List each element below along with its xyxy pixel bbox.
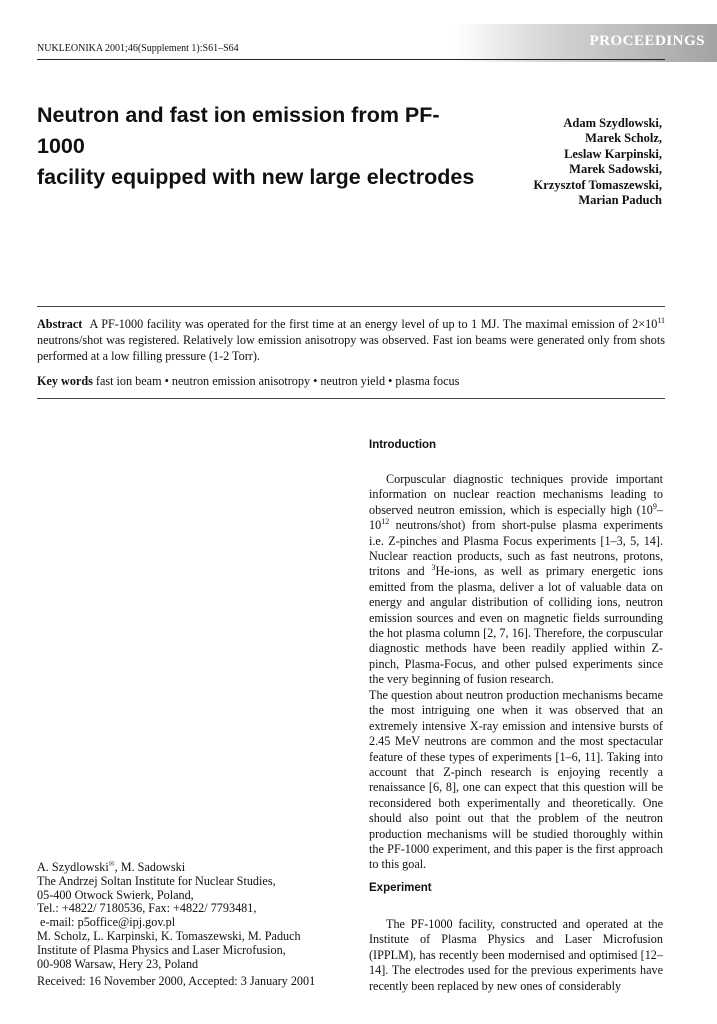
affiliation-line: 05-400 Otwock Swierk, Poland, [37,887,194,902]
experiment-heading: Experiment [369,882,432,894]
introduction-heading: Introduction [369,439,437,451]
introduction-paragraph-1 [369,472,663,688]
text-run: He-ions, as well as primary energetic ions emitted from the plasma, deliver a lot of valuable data on energy and angular distribution of colliding ions, neutron emission sources and even on magnetic fields surrounding the hot plasma column [2, 7, 16]. Therefore, the corpuscular diagnostic methods have been readily applied within Z-pinch, Plasma-Focus, and other pulsed experiments since the very beginning of fusion research. [369,564,663,687]
abstract-label: Abstract [37,317,83,331]
paper-title [37,100,477,193]
author: Marian Paduch [578,193,662,208]
author: Marek Sadowski, [569,162,662,177]
keywords [37,373,665,389]
text-run: neutrons/shot) from short-pulse plasma experiments i.e. Z-pinches and Plasma Focus experiments [1–3, 5, 14]. Nuclear reaction products, such as fast neutrons, protons, tritons and [369,518,663,579]
envelope-icon: ✉ [108,860,115,868]
author: Leslaw Karpinski, [564,146,662,161]
coauthor: , M. Sadowski [114,860,186,875]
affiliation-line: 00-908 Warsaw, Hery 23, Poland [37,956,199,971]
affiliation-authors [37,858,337,875]
journal-reference: NUKLEONIKA 2001;46(Supplement 1):S61–S64 [37,43,239,54]
title-line: Neutron and fast ion emission from PF-1000 [37,103,440,158]
keywords-label: Key words [37,374,93,388]
affiliation-line: M. Scholz, L. Karpinski, K. Tomaszewski, M. Paduch [37,929,301,943]
affiliation-line: Institute of Plasma Physics and Laser Microfusion, [37,942,286,957]
corresponding-author: A. Szydlowski [37,860,109,875]
section-banner-label: PROCEEDINGS [589,33,705,49]
author-list [534,116,662,208]
title-line: facility equipped with new large electrodes [37,165,475,189]
introduction-paragraph-2: The question about neutron production mechanisms became the most intriguing one when it was observed that an extremely intensive X-ray emission and intensive bursts of 2.45 MeV neutrons are common and the most spectacular feature of these types of experiments [1–6, 11]. Taking into account that Z-pinch research is enjoying recently a renaissance [6, 8], one can expect that this question will be reconsidered both experimentally and theoretically. One should also point out that the problem of the neutron production mechanisms will be studied thoroughly within the PF-1000 experiment, and this paper is the first approach to this goal. [369,688,663,872]
author: Krzysztof Tomaszewski, [533,177,662,192]
affiliation-line: The Andrzej Soltan Institute for Nuclear Studies, [37,873,276,888]
superscript: 9 [652,501,657,511]
abstract-text-cont: neutrons/shot was registered. Relatively low emission anisotropy was observed. Fast ion beams were generated only from shots performed at a low filling pressure (1-2 Torr). [37,333,665,363]
superscript: 3 [431,563,436,573]
author: Marek Scholz, [585,131,662,146]
text-run: –10 [369,502,663,533]
abstract-bottom-rule [37,398,665,399]
received-accepted-dates: Received: 16 November 2000, Accepted: 3 January 2001 [37,974,316,988]
affiliation-group-1 [37,858,337,930]
experiment-paragraph-1: The PF-1000 facility, constructed and operated at the Institute of Plasma Physics and Laser Microfusion (IPPLM), has recently been modernised and optimised [12–14]. The electrodes used for the previous experiments have recently been replaced by new ones of considerably [369,917,663,993]
text-run: Corpuscular diagnostic techniques provide important information on nuclear reaction mechanisms leading to observed neutron emission, which is especially high (10 [369,472,663,517]
superscript: 12 [381,517,390,527]
section-banner [455,24,717,62]
header-divider [37,59,665,60]
abstract-top-rule [37,306,665,307]
author: Adam Szydlowski, [563,116,662,130]
affiliation-email: e-mail: p5office@ipj.gov.pl [37,915,176,930]
abstract-superscript: 11 [657,315,666,325]
affiliation-line: Tel.: +4822/ 7180536, Fax: +4822/ 7793481, [37,901,257,916]
keywords-text: fast ion beam • neutron emission anisotropy • neutron yield • plasma focus [95,374,460,388]
abstract-text: A PF-1000 facility was operated for the first time at an energy level of up to 1 MJ. The maximal emission of 2×10 [89,317,658,331]
abstract [37,316,665,364]
affiliation-group-2 [37,930,337,971]
